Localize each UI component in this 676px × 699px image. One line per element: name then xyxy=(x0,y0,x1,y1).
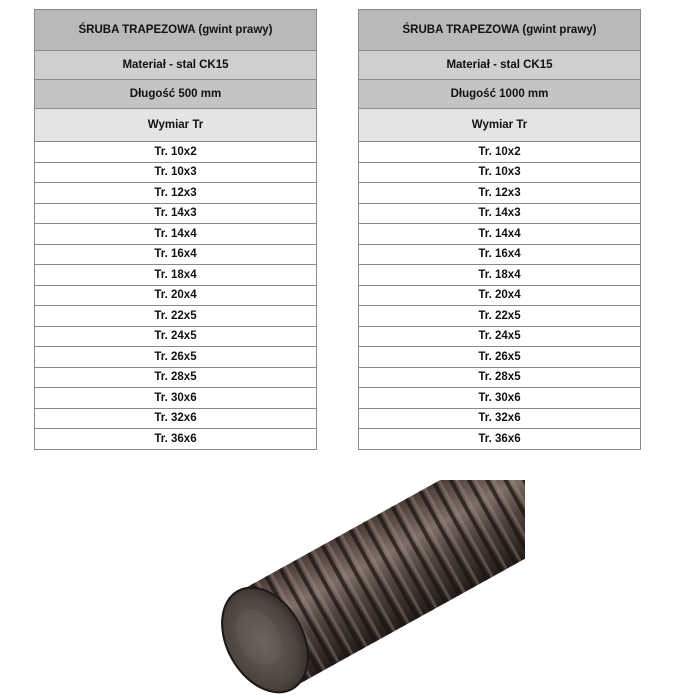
size-cell: Tr. 18x4 xyxy=(359,265,641,286)
size-cell: Tr. 12x3 xyxy=(359,183,641,204)
size-cell: Tr. 28x5 xyxy=(35,367,317,388)
size-cell: Tr. 30x6 xyxy=(359,388,641,409)
size-cell: Tr. 36x6 xyxy=(35,429,317,450)
size-cell: Tr. 16x4 xyxy=(359,244,641,265)
size-cell: Tr. 14x3 xyxy=(35,203,317,224)
size-cell: Tr. 24x5 xyxy=(35,326,317,347)
table-title: ŚRUBA TRAPEZOWA (gwint prawy) xyxy=(35,10,317,51)
size-cell: Tr. 30x6 xyxy=(35,388,317,409)
size-cell: Tr. 28x5 xyxy=(359,367,641,388)
size-cell: Tr. 12x3 xyxy=(35,183,317,204)
material-cell: Materiał - stal CK15 xyxy=(35,51,317,80)
table-title: ŚRUBA TRAPEZOWA (gwint prawy) xyxy=(359,10,641,51)
size-cell: Tr. 24x5 xyxy=(359,326,641,347)
size-cell: Tr. 26x5 xyxy=(359,347,641,368)
size-cell: Tr. 22x5 xyxy=(35,306,317,327)
material-cell: Materiał - stal CK15 xyxy=(359,51,641,80)
size-cell: Tr. 20x4 xyxy=(35,285,317,306)
size-cell: Tr. 20x4 xyxy=(359,285,641,306)
size-cell: Tr. 10x3 xyxy=(35,162,317,183)
size-header: Wymiar Tr xyxy=(359,109,641,142)
size-cell: Tr. 16x4 xyxy=(35,244,317,265)
size-cell: Tr. 26x5 xyxy=(35,347,317,368)
spec-table-1000mm xyxy=(358,9,641,450)
size-cell: Tr. 10x3 xyxy=(359,162,641,183)
size-cell: Tr. 32x6 xyxy=(359,408,641,429)
size-header: Wymiar Tr xyxy=(35,109,317,142)
size-cell: Tr. 10x2 xyxy=(359,142,641,163)
size-cell: Tr. 10x2 xyxy=(35,142,317,163)
size-cell: Tr. 18x4 xyxy=(35,265,317,286)
threaded-rod-image xyxy=(210,480,525,699)
size-cell: Tr. 32x6 xyxy=(35,408,317,429)
size-cell: Tr. 36x6 xyxy=(359,429,641,450)
size-cell: Tr. 14x4 xyxy=(359,224,641,245)
size-cell: Tr. 14x3 xyxy=(359,203,641,224)
length-cell: Długość 1000 mm xyxy=(359,80,641,109)
size-cell: Tr. 22x5 xyxy=(359,306,641,327)
size-cell: Tr. 14x4 xyxy=(35,224,317,245)
spec-table-500mm xyxy=(34,9,317,450)
length-cell: Długość 500 mm xyxy=(35,80,317,109)
